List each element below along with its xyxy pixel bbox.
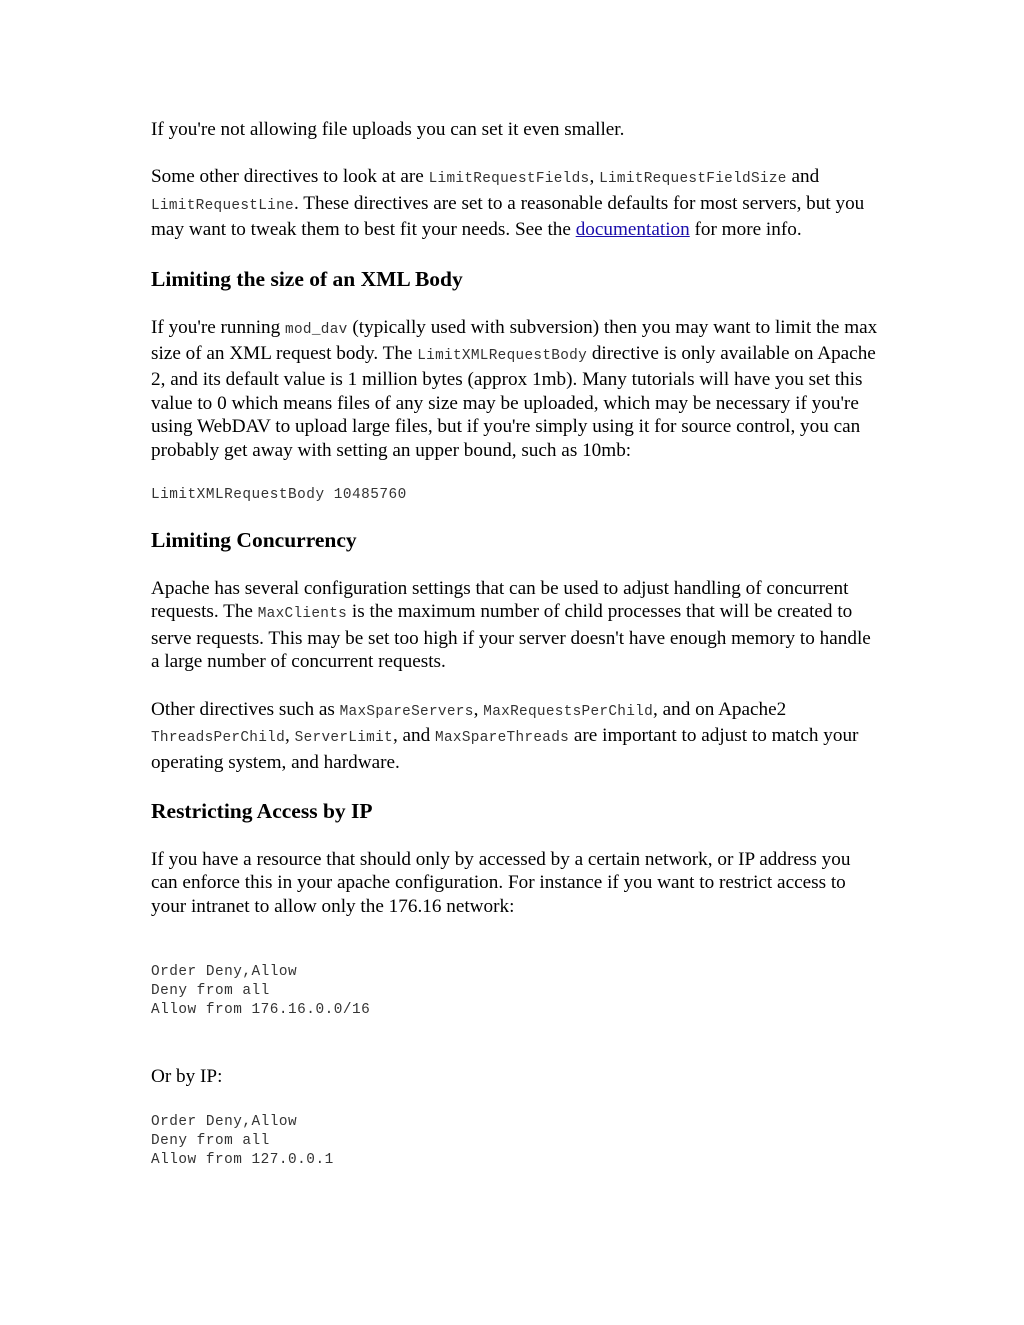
text: is the maximum number of child processes that will be created to serve requests. This may be set too high if your server doesn't have enough memory to handle a large number of concurrent requests.: [151, 601, 871, 673]
text: are important to adjust to match your operating system, and hardware.: [151, 725, 859, 773]
code-limit-xml-request-body: LimitXMLRequestBody: [417, 348, 588, 365]
text: and: [786, 166, 820, 188]
paragraph-restrict-ip: If you have a resource that should only by accessed by a certain network, or IP address you can enforce this in your apache configuration. For instance if you want to restrict access to your intranet to allow only the 176.16 network:: [151, 848, 851, 917]
text: , and on Apache2: [653, 698, 787, 720]
paragraph-xml-body: [151, 316, 881, 462]
paragraph-by-ip: Or by IP:: [151, 1066, 223, 1088]
code-block-xml-limit: LimitXMLRequestBody 10485760: [151, 487, 407, 504]
heading-restrict-ip: Restricting Access by IP: [151, 798, 373, 823]
text: Apache has several configuration settings that can be used to adjust handling of concurrent requests. The: [151, 578, 849, 623]
code-mod-dav: mod_dav: [285, 321, 348, 338]
code-max-spare-threads: MaxSpareThreads: [435, 730, 570, 747]
heading-xml-body: Limiting the size of an XML Body: [151, 266, 463, 291]
code-limit-request-line: LimitRequestLine: [151, 197, 294, 214]
code-max-clients: MaxClients: [257, 606, 348, 623]
code-max-spare-servers: MaxSpareServers: [339, 703, 474, 720]
paragraph-other-concurrency-directives: [151, 698, 881, 774]
code-server-limit: ServerLimit: [294, 730, 393, 747]
text: Some other directives to look at are: [151, 166, 429, 188]
paragraph-uploads: If you're not allowing file uploads you can set it even smaller.: [151, 119, 625, 140]
text: ,: [285, 725, 295, 747]
text: . These directives are set to a reasonable defaults for most servers, but you may want to tweak them to best fit your needs. See the: [151, 192, 865, 241]
text: Other directives such as: [151, 698, 340, 720]
code-limit-request-fields: LimitRequestFields: [428, 171, 590, 188]
text: ,: [589, 166, 600, 188]
document-page: [151, 118, 881, 1170]
code-block-ip-allow: Order Deny,Allow Deny from all Allow from 127.0.0.1: [151, 1113, 334, 1168]
paragraph-concurrency: [151, 577, 881, 674]
text: If you're running: [151, 316, 286, 338]
heading-concurrency: Limiting Concurrency: [151, 528, 357, 553]
code-threads-per-child: ThreadsPerChild: [151, 730, 286, 747]
text: directive is only available on Apache 2, and its default value is 1 million bytes (approx 1mb). Many tutorials will have you set this value to 0 which means files of any size may be uploaded, which may be necessary if you're using WebDAV to upload large files, but if you're simply using it for source control, you can probably get away with setting an upper bound, such as 10mb:: [151, 343, 876, 461]
documentation-link[interactable]: documentation: [575, 219, 690, 241]
text: ,: [473, 698, 484, 720]
text: for more info.: [689, 219, 802, 241]
paragraph-other-directives: [151, 165, 881, 241]
code-limit-request-field-size: LimitRequestFieldSize: [599, 171, 787, 188]
text: (typically used with subversion) then you may want to limit the max size of an XML request body. The: [151, 316, 878, 365]
code-block-network-allow: Order Deny,Allow Deny from all Allow from 176.16.0.0/16: [151, 964, 371, 1019]
text: , and: [392, 725, 436, 747]
code-max-requests-per-child: MaxRequestsPerChild: [483, 703, 654, 720]
